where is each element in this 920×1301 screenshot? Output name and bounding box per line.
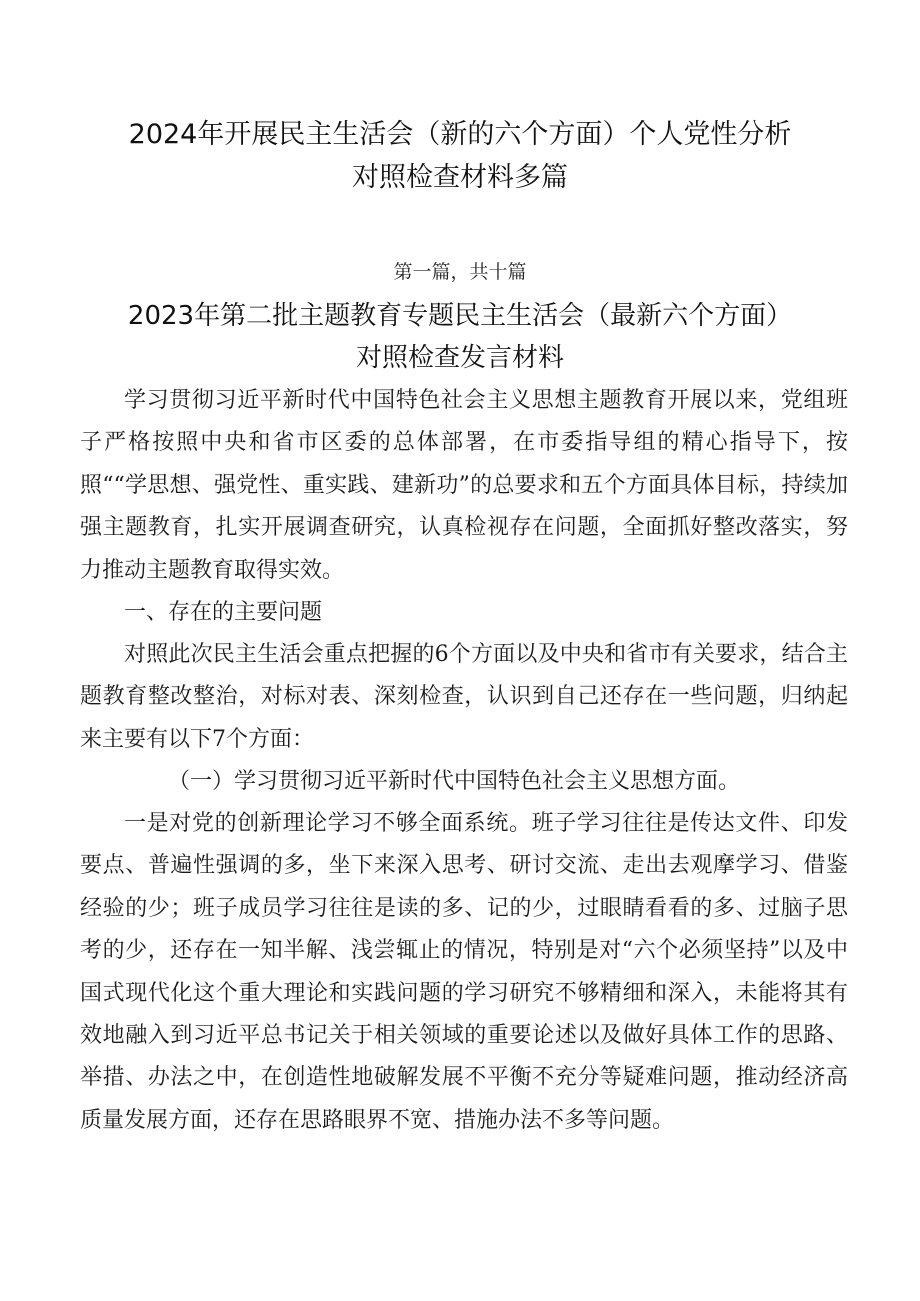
subtitle-line-2: 对照检查发言材料 <box>355 343 564 373</box>
document-title-line-2: 对照检查材料多篇 <box>352 162 568 193</box>
paragraph-detail <box>80 803 848 1142</box>
section-label: 第一篇，共十篇 <box>393 261 527 283</box>
document-title-line-1: 2024年开展民主生活会（新的六个方面）个人党性分析 <box>128 119 792 150</box>
subtitle-line-1: 2023年第二批主题教育专题民主生活会（最新六个方面） <box>127 301 793 331</box>
heading-1: 一、存在的主要问题 <box>124 600 323 625</box>
paragraph-intro <box>80 380 848 592</box>
heading-2: （一）学习贯彻习近平新时代中国特色社会主义思想方面。 <box>168 769 741 794</box>
heading-main-problems <box>80 592 848 634</box>
paragraph-overview <box>80 634 848 761</box>
heading-subsection <box>80 761 848 803</box>
paragraph-1: 学习贯彻习近平新时代中国特色社会主义思想主题教育开展以来，党组班子严格按照中央和省市区委的总体部署，在市委指导组的精心指导下，按照““学思想、强党性、重实践、建新功”的总要求和五个方面具体目标，持续加强主题教育，扎实开展调查研究，认真检视存在问题，全面抓好整改落实，努力推动主题教育取得实效。 <box>80 388 848 583</box>
paragraph-3: 一是对党的创新理论学习不够全面系统。班子学习往往是传达文件、印发要点、普遍性强调的多，坐下来深入思考、研讨交流、走出去观摩学习、借鉴经验的少；班子成员学习往往是读的多、记的少，过眼睛看看的多、过脑子思考的少，还存在一知半解、浅尝辄止的情况，特别是对“六个必须坚持”以及中国式现代化这个重大理论和实践问题的学习研究不够精细和深入，未能将其有效地融入到习近平总书记关于相关领域的重要论述以及做好具体工作的思路、举措、办法之中，在创造性地破解发展不平衡不充分等疑难问题，推动经济高质量发展方面，还存在思路眼界不宽、措施办法不多等问题。 <box>80 811 848 1133</box>
paragraph-2: 对照此次民主生活会重点把握的6个方面以及中央和省市有关要求，结合主题教育整改整治，对标对表、深刻检查，认识到自己还存在一些问题，归纳起来主要有以下7个方面： <box>80 642 848 752</box>
